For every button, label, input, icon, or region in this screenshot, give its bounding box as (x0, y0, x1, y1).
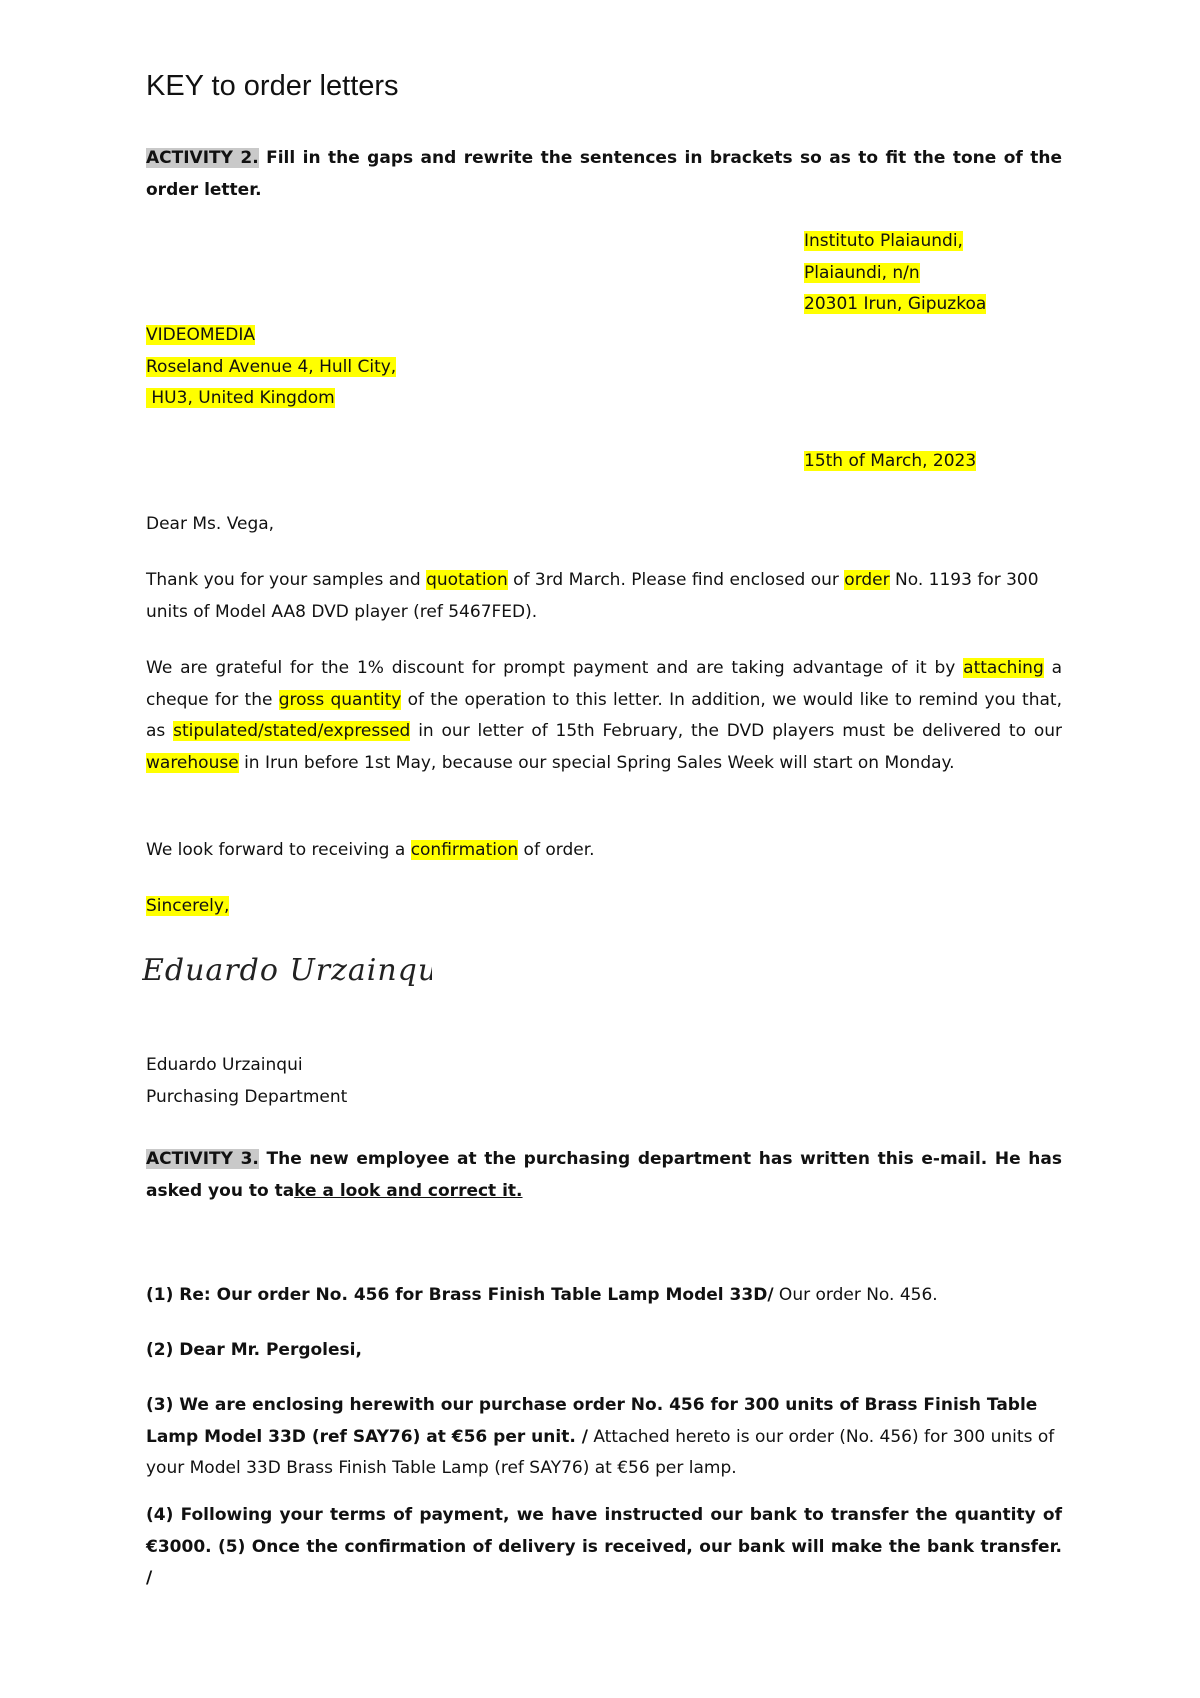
handwritten-signature (142, 940, 432, 1001)
para2-answer-3: stipulated/stated/expressed (173, 721, 411, 741)
closing-text: Sincerely, (146, 896, 230, 916)
para1-text-1: Thank you for your samples and (146, 570, 427, 590)
para2-answer-2: gross quantity (278, 689, 402, 710)
item3-bold: (3) We are enclosing herewith our purchase order No. 456 for 300 units of Brass Finish Table Lamp Model 33D (ref SAY76) at €56 per unit. / (146, 1395, 1038, 1447)
para1-text-2: of 3rd March. Please find enclosed our (507, 570, 845, 590)
para2-text-2: a cheque for the (146, 658, 1062, 710)
para2-text-4: in our letter of 15th February, the DVD players must be delivered to our (410, 721, 1062, 741)
recipient-address (146, 320, 1062, 415)
letter-paragraph-1 (146, 565, 1062, 628)
para2-answer-1: attaching (963, 658, 1044, 678)
activity-3-instruction-a: The new employee at the purchasing department has written this e-mail. He has asked you to ta (146, 1149, 1062, 1201)
activity-2-instruction: Fill in the gaps and rewrite the sentences in brackets so as to fit the tone of the order letter. (146, 148, 1062, 200)
activity-2-heading (146, 143, 1062, 206)
sender-line-2: Plaiaundi, n/n (804, 262, 920, 283)
sender-line-3: 20301 Irun, Gipuzkoa (804, 294, 987, 314)
correction-item-4: (4) Following your terms of payment, we have instructed our bank to transfer the quantity of €3000. (5) Once the confirmation of delivery is received, our bank will make the bank transfer. / (146, 1505, 1062, 1588)
sender-line-1: Instituto Plaiaundi, (804, 231, 963, 251)
correction-item-2: (2) Dear Mr. Pergolesi, (146, 1340, 362, 1360)
para3-text-1: We look forward to receiving a (146, 840, 411, 860)
para2-answer-4: warehouse (146, 752, 239, 773)
item1-normal: Our order No. 456. (773, 1285, 938, 1305)
correction-item-1 (146, 1280, 1062, 1312)
para2-text-1: We are grateful for the 1% discount for prompt payment and are taking advantage of it by (146, 658, 964, 678)
para1-text-3: No. 1193 for 300 units of Model AA8 DVD player (ref 5467FED). (146, 570, 1039, 622)
sender-address (804, 226, 986, 321)
recipient-line-1: VIDEOMEDIA (146, 325, 255, 345)
para1-answer-1: quotation (426, 570, 508, 590)
recipient-line-3: HU3, United Kingdom (146, 388, 335, 408)
para2-text-3: of the operation to this letter. In addition, we would like to remind you that, as (146, 689, 1062, 741)
activity-2-label: ACTIVITY 2. (146, 148, 259, 168)
correction-item-3 (146, 1390, 1062, 1485)
letter-date: 15th of March, 2023 (804, 451, 977, 471)
activity-3-label: ACTIVITY 3. (146, 1149, 259, 1169)
activity-3-heading (146, 1144, 1062, 1207)
signer-block (146, 1050, 1062, 1113)
para3-text-2: of order. (518, 840, 595, 860)
activity-3-instruction-b: ke a look and correct it. (294, 1180, 523, 1201)
closing (146, 891, 1062, 923)
para3-answer-1: confirmation (410, 840, 519, 860)
recipient-line-2: Roseland Avenue 4, Hull City, (146, 356, 397, 377)
letter-paragraph-2 (146, 653, 1062, 779)
signature-text: Eduardo Urzainqui (142, 953, 432, 988)
signer-name: Eduardo Urzainqui (146, 1055, 303, 1075)
signer-department: Purchasing Department (146, 1086, 348, 1107)
para2-text-5: in Irun before 1st May, because our special Spring Sales Week will start on Monday. (238, 752, 955, 773)
document-title: KEY to order letters (146, 70, 399, 102)
salutation: Dear Ms. Vega, (146, 514, 275, 534)
para1-answer-2: order (844, 570, 890, 590)
item1-bold: (1) Re: Our order No. 456 for Brass Finish Table Lamp Model 33D/ (146, 1285, 774, 1305)
letter-date-block (804, 446, 976, 478)
item3-normal: Attached hereto is our order (No. 456) for 300 units of your Model 33D Brass Finish Table Lamp (ref SAY76) at €56 per lamp. (146, 1426, 1055, 1478)
letter-paragraph-3 (146, 835, 1062, 867)
